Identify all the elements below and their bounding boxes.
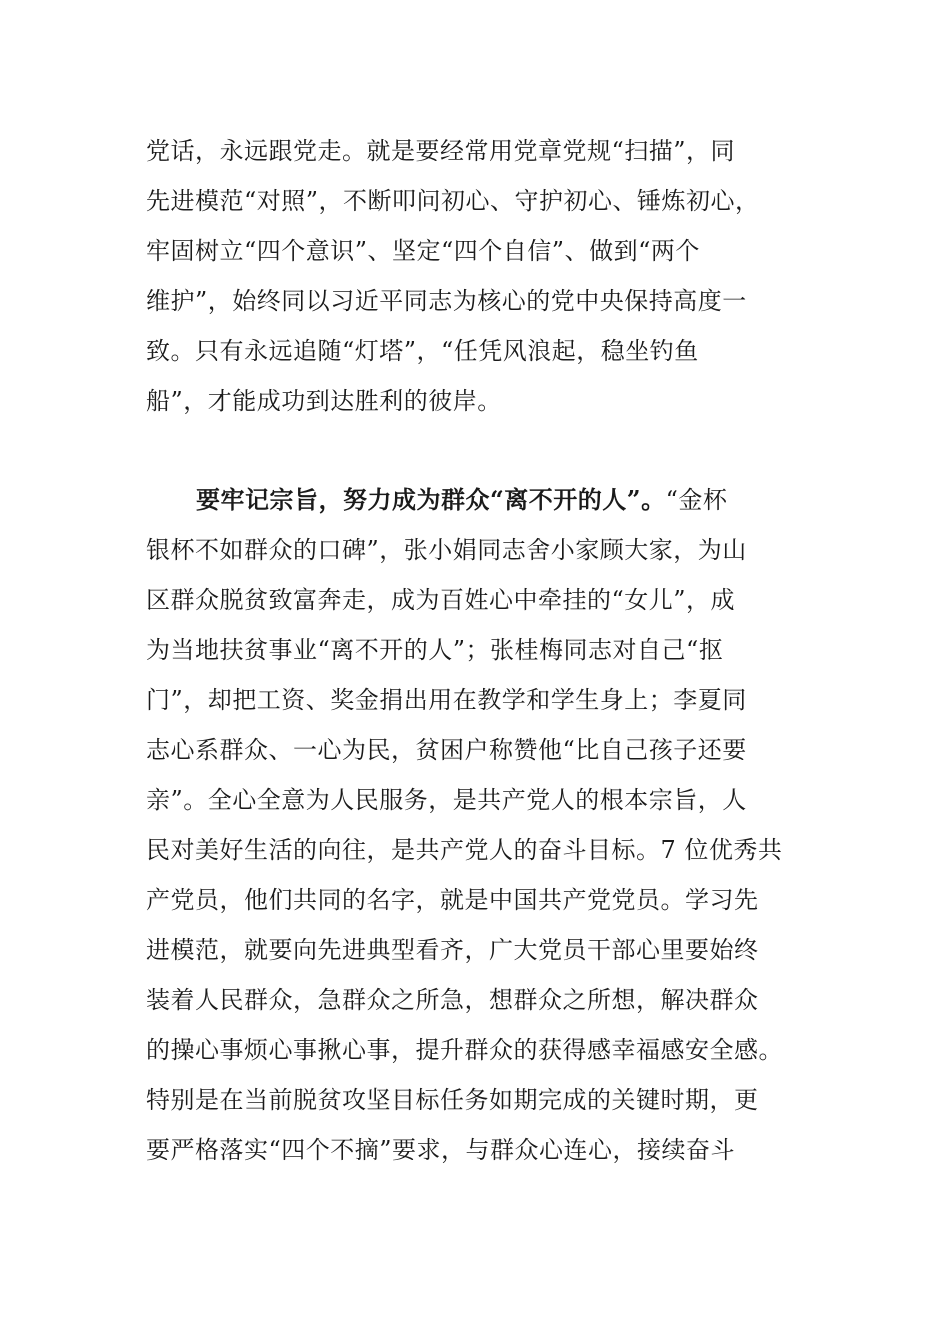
paragraph-1-line-4: 维护”，始终同以习近平同志为核心的党中央保持高度一 (146, 287, 747, 315)
paragraph-1-line-1: 党话，永远跟党走。就是要经常用党章党规“扫描”，同 (146, 137, 736, 165)
paragraph-2-line-13: 特别是在当前脱贫攻坚目标任务如期完成的关键时期，更 (146, 1086, 759, 1114)
paragraph-1-line-3: 牢固树立“四个意识”、坚定“四个自信”、做到“两个 (146, 237, 700, 265)
paragraph-1-line-6: 船”，才能成功到达胜利的彼岸。 (146, 387, 502, 415)
paragraph-1-line-5: 致。只有永远追随“灯塔”，“任凭风浪起，稳坐钓鱼 (146, 337, 699, 365)
paragraph-2-line-10: 进模范，就要向先进典型看齐，广大党员干部心里要始终 (146, 936, 759, 964)
paragraph-2-heading: 要牢记宗旨，努力成为群众“离不开的人”。 (196, 485, 666, 514)
paragraph-2-first-line-rest: “金杯 (665, 486, 728, 514)
paragraph-2-line-9: 产党员，他们共同的名字，就是中国共产党党员。学习先 (146, 886, 759, 914)
paragraph-2-line-6: 志心系群众、一心为民，贫困户称赞他“比自己孩子还要 (146, 736, 747, 764)
paragraph-2-line-3: 区群众脱贫致富奔走，成为百姓心中牵挂的“女儿”，成 (146, 586, 736, 614)
paragraph-2-line-1 (196, 480, 727, 520)
paragraph-2-line-11: 装着人民群众，急群众之所急，想群众之所想，解决群众 (146, 986, 759, 1014)
paragraph-2-line-8: 民对美好生活的向往，是共产党人的奋斗目标。7 位优秀共 (146, 836, 783, 864)
paragraph-2-line-5: 门”，却把工资、奖金捐出用在教学和学生身上；李夏同 (146, 686, 747, 714)
paragraph-1-line-2: 先进模范“对照”，不断叩问初心、守护初心、锤炼初心， (146, 187, 760, 215)
paragraph-2-line-4: 为当地扶贫事业“离不开的人”；张桂梅同志对自己“抠 (146, 636, 724, 664)
paragraph-2-line-7: 亲”。全心全意为人民服务，是共产党人的根本宗旨，人 (146, 786, 747, 814)
paragraph-2-line-2: 银杯不如群众的口碑”，张小娟同志舍小家顾大家，为山 (146, 536, 747, 564)
paragraph-2-line-12: 的操心事烦心事揪心事，提升群众的获得感幸福感安全感。 (146, 1036, 783, 1064)
paragraph-2-line-14: 要严格落实“四个不摘”要求，与群众心连心，接续奋斗 (146, 1136, 736, 1164)
